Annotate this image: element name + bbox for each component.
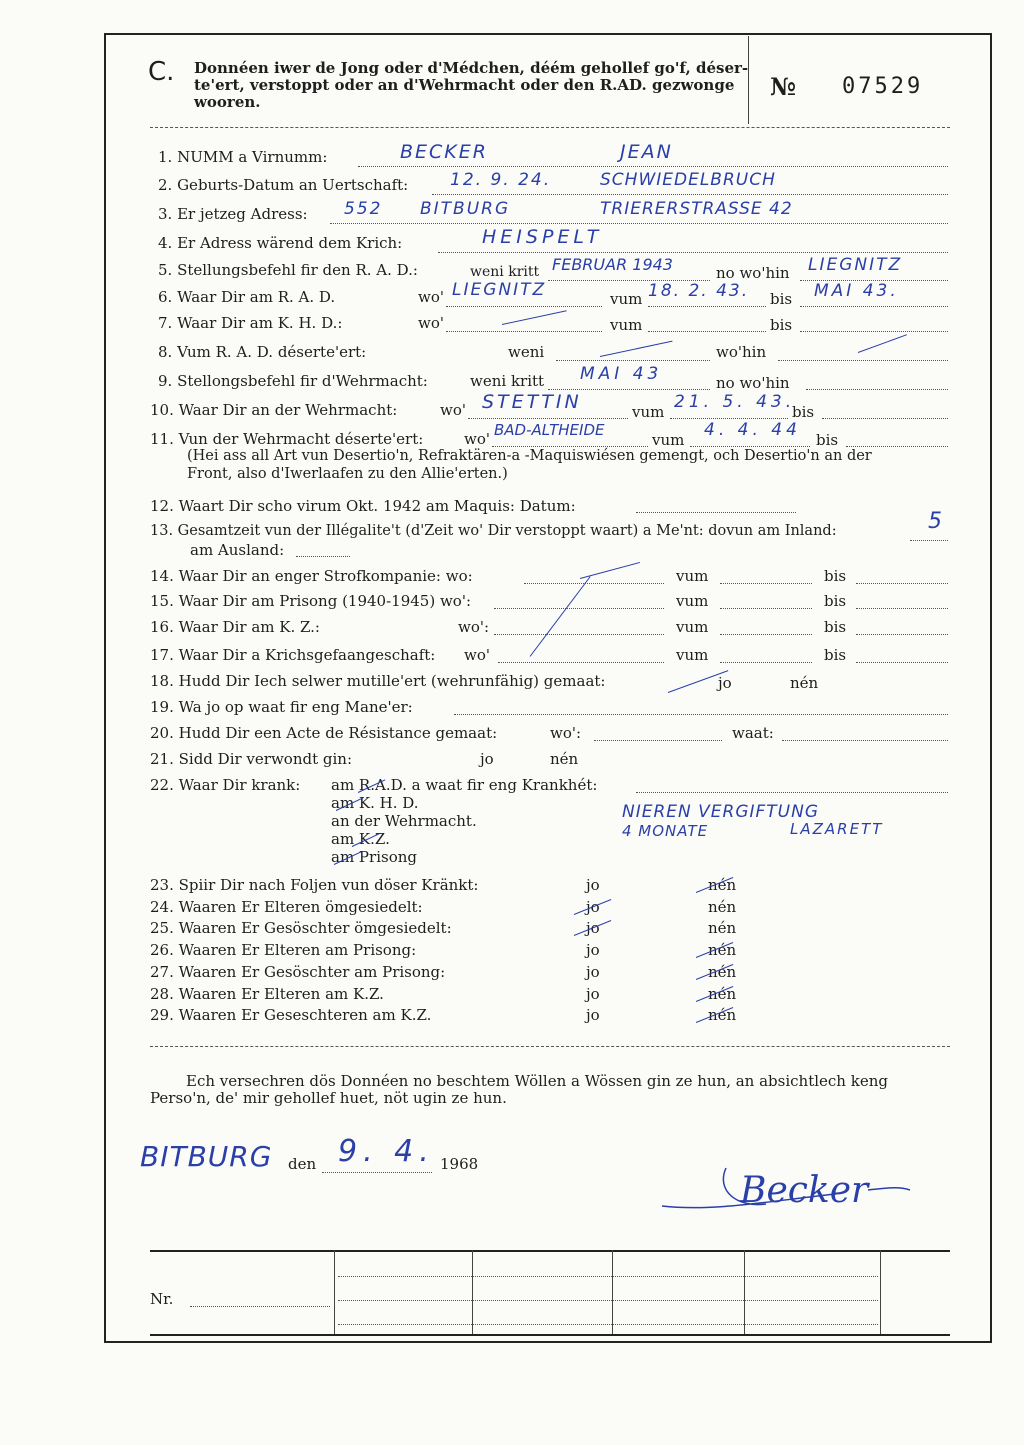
q25-jo: jo: [586, 919, 600, 937]
q8-weni: weni: [508, 343, 545, 361]
q22-option-prisong: am Prisong: [331, 848, 417, 866]
q6-bis: bis: [770, 290, 793, 308]
q8-label: 8. Vum R. A. D. déserte'ert:: [158, 343, 367, 361]
signature-year: 1968: [440, 1155, 479, 1173]
q17-line-a: [498, 662, 664, 663]
q11-wo: wo': [464, 430, 490, 448]
footer-col-1: [334, 1250, 335, 1334]
q26-label: 26. Waaren Er Elteren am Prisong:: [150, 941, 417, 959]
q23-nen: nén: [708, 876, 737, 894]
q20-line-a: [594, 740, 722, 741]
q14-vum: vum: [676, 567, 709, 585]
q11-line-c: [846, 446, 948, 447]
q17-wo: wo': [464, 646, 490, 664]
q6-from: 18. 2. 43.: [648, 281, 750, 301]
q18-jo: jo: [718, 674, 732, 692]
q10-from: 21. 5. 43.: [674, 392, 796, 412]
q22-option-rad: am R.A.D. a waat fir eng Krankhét:: [331, 776, 598, 794]
q15-vum: vum: [676, 592, 709, 610]
q15-label: 15. Waar Dir am Prisong (1940-1945) wo':: [150, 592, 472, 610]
q11-bis: bis: [816, 431, 839, 449]
q16-label: 16. Waar Dir am K. Z.:: [150, 618, 320, 636]
q22-duration: 4 MONATE: [622, 822, 709, 840]
q10-wo: wo': [440, 401, 466, 419]
q6-line-a: [446, 306, 602, 307]
q4-value: HEISPELT: [482, 226, 603, 248]
q14-bis: bis: [824, 567, 847, 585]
footer-nr-label: Nr.: [150, 1290, 174, 1308]
q8-line-b: [778, 360, 948, 361]
q12-line: [636, 512, 796, 513]
q27-nen: nén: [708, 963, 737, 981]
q15-line-b: [720, 608, 812, 609]
footer-row-line-3: [338, 1324, 878, 1325]
q1-line: [358, 166, 948, 167]
q6-place: LIEGNITZ: [452, 280, 547, 300]
q15-line-a: [494, 608, 664, 609]
signature-place: BITBURG: [140, 1140, 273, 1173]
q6-vum: vum: [610, 290, 643, 308]
q14-line-a: [524, 583, 664, 584]
q1-name: BECKER: [400, 141, 488, 163]
q9-nowohin: no wo'hin: [716, 374, 790, 392]
q10-vum: vum: [632, 403, 665, 421]
q2-label: 2. Geburts-Datum an Uertschaft:: [158, 176, 409, 194]
q12-label: 12. Waart Dir scho virum Okt. 1942 am Maquis: Datum:: [150, 497, 576, 515]
q4-line: [438, 252, 948, 253]
q17-bis: bis: [824, 646, 847, 664]
q13-ausland-line: [296, 556, 350, 557]
q24-jo: jo: [586, 898, 600, 916]
q29-label: 29. Waaren Er Geseschteren am K.Z.: [150, 1006, 432, 1024]
q16-line-b: [720, 634, 812, 635]
q6-to: MAI 43.: [814, 281, 899, 301]
q14-label: 14. Waar Dir an enger Strofkompanie: wo:: [150, 567, 473, 585]
q5-place: LIEGNITZ: [808, 255, 903, 275]
signature-stroke: [656, 1150, 916, 1220]
q20-label: 20. Hudd Dir een Acte de Résistance gemaat:: [150, 724, 498, 742]
declaration-line-2: Perso'n, de' mir gehollef huet, nöt ugin ze hun.: [150, 1089, 507, 1107]
q20-wo: wo':: [550, 724, 582, 742]
q27-label: 27. Waaren Er Gesöschter am Prisong:: [150, 963, 446, 981]
q26-jo: jo: [586, 941, 600, 959]
q9-line-b: [806, 389, 948, 390]
q1-firstname: JEAN: [620, 141, 673, 163]
q24-nen: nén: [708, 898, 737, 916]
q9-label: 9. Stellongsbefehl fir d'Wehrmacht:: [158, 372, 428, 390]
q10-bis: bis: [792, 403, 815, 421]
q26-nen: nén: [708, 941, 737, 959]
q7-vum: vum: [610, 316, 643, 334]
q5-weni: weni kritt: [470, 264, 540, 280]
q18-label: 18. Hudd Dir Iech selwer mutille'ert (wehrunfähig) gemaat:: [150, 672, 606, 690]
q11-label: 11. Vun der Wehrmacht déserte'ert:: [150, 430, 424, 448]
header-line-1: Donnéen iwer de Jong oder d'Médchen, déém gehollef go'f, déser-: [194, 59, 749, 77]
q15-bis: bis: [824, 592, 847, 610]
q13-line: [910, 540, 948, 541]
footer-row-line-2: [338, 1300, 878, 1301]
header-divider: [748, 36, 749, 124]
q11-note-2: Front, also d'Iwerlaafen zu den Allie'erten.): [187, 466, 508, 482]
footer-nr-line: [190, 1306, 330, 1307]
q22-illness: NIEREN VERGIFTUNG: [622, 802, 820, 822]
q6-line-c: [800, 306, 948, 307]
q9-line-a: [548, 389, 710, 390]
footer-col-2: [472, 1250, 473, 1334]
q23-label: 23. Spiir Dir nach Foljen vun döser Kränkt:: [150, 876, 479, 894]
q22-label: 22. Waar Dir krank:: [150, 776, 301, 794]
q21-label: 21. Sidd Dir verwondt gin:: [150, 750, 352, 768]
q2-line: [432, 194, 948, 195]
q16-bis: bis: [824, 618, 847, 636]
q22-where: LAZARETT: [790, 820, 884, 838]
q19-label: 19. Wa jo op waat fir eng Mane'er:: [150, 698, 413, 716]
q11-note-1: (Hei ass all Art vun Desertio'n, Refraktären-a -Maquiswiésen gemengt, och Desertio'n an der: [187, 448, 872, 464]
q28-jo: jo: [586, 985, 600, 1003]
q10-line-a: [468, 418, 628, 419]
q23-jo: jo: [586, 876, 600, 894]
q11-from: 4. 4. 44: [704, 420, 801, 440]
q9-date: MAI 43: [580, 364, 663, 384]
q16-line-a: [494, 634, 664, 635]
q7-line-b: [648, 331, 766, 332]
q17-label: 17. Waar Dir a Krichsgefaangeschaft:: [150, 646, 436, 664]
q16-wo: wo':: [458, 618, 490, 636]
q22-option-wehrmacht: an der Wehrmacht.: [331, 812, 477, 830]
q22-option-kz: am K.Z.: [331, 830, 390, 848]
q10-line-c: [822, 418, 948, 419]
footer-rule-top: [150, 1250, 950, 1252]
q3-city: BITBURG: [420, 199, 511, 219]
q22-option-khd: am K. H. D.: [331, 794, 419, 812]
q7-label: 7. Waar Dir am K. H. D.:: [158, 314, 343, 332]
q10-line-b: [670, 418, 788, 419]
q7-wo: wo': [418, 314, 444, 332]
q5-nowohin: no wo'hin: [716, 264, 790, 282]
q7-line-a: [446, 331, 602, 332]
q2-date: 12. 9. 24.: [450, 170, 552, 190]
q21-jo: jo: [480, 750, 494, 768]
q11-place: BAD-ALTHEIDE: [494, 421, 605, 439]
q10-label: 10. Waar Dir an der Wehrmacht:: [150, 401, 398, 419]
q13-ausland: am Ausland:: [190, 541, 285, 559]
q18-nen: nén: [790, 674, 819, 692]
q16-vum: vum: [676, 618, 709, 636]
q7-line-c: [800, 331, 948, 332]
number-symbol: №: [770, 72, 797, 101]
q29-nen: nén: [708, 1006, 737, 1024]
q13-inland: 5: [928, 509, 944, 534]
header-line-2: te'ert, verstoppt oder an d'Wehrmacht oder den R.AD. gezwonge: [194, 76, 735, 94]
q25-nen: nén: [708, 919, 737, 937]
q7-bis: bis: [770, 316, 793, 334]
q8-wohin: wo'hin: [716, 343, 767, 361]
q21-nen: nén: [550, 750, 579, 768]
q3-street: TRIERERSTRASSE 42: [600, 199, 793, 219]
form-number: 07529: [842, 74, 924, 99]
header-line-3: wooren.: [194, 93, 261, 111]
q28-nen: nén: [708, 985, 737, 1003]
q6-wo: wo': [418, 288, 444, 306]
q22-line: [636, 792, 948, 793]
q10-place: STETTIN: [482, 391, 582, 413]
q29-jo: jo: [586, 1006, 600, 1024]
signature-den: den: [288, 1155, 317, 1173]
footer-col-3: [612, 1250, 613, 1334]
q25-label: 25. Waaren Er Gesöschter ömgesiedelt:: [150, 919, 452, 937]
declaration-rule: [150, 1046, 950, 1047]
q24-label: 24. Waaren Er Elteren ömgesiedelt:: [150, 898, 423, 916]
footer-rule-bottom: [150, 1334, 950, 1336]
signature-date: 9. 4.: [338, 1134, 435, 1169]
q15-line-c: [856, 608, 948, 609]
signature: Becker: [740, 1170, 869, 1211]
q27-jo: jo: [586, 963, 600, 981]
q3-line: [330, 223, 948, 224]
q20-waat: waat:: [732, 724, 774, 742]
q8-line-a: [556, 360, 710, 361]
q17-line-b: [720, 662, 812, 663]
q28-label: 28. Waaren Er Elteren am K.Z.: [150, 985, 384, 1003]
header-rule: [150, 127, 950, 128]
signature-date-line: [322, 1172, 432, 1173]
declaration-line-1: Ech versechren dös Donnéen no beschtem Wöllen a Wössen gin ze hun, an absichtlech keng: [186, 1072, 888, 1090]
footer-row-line-1: [338, 1276, 878, 1277]
q3-code: 552: [344, 199, 383, 219]
q14-line-c: [856, 583, 948, 584]
q11-line-a: [492, 446, 648, 447]
q13-label: 13. Gesamtzeit vun der Illégalite't (d'Zeit wo' Dir verstoppt waart) a Me'nt: dovun am Inland:: [150, 523, 837, 539]
q11-vum: vum: [652, 431, 685, 449]
q3-label: 3. Er jetzeg Adress:: [158, 205, 308, 223]
q6-line-b: [648, 306, 766, 307]
q20-line-b: [782, 740, 948, 741]
q4-label: 4. Er Adress wärend dem Krich:: [158, 234, 403, 252]
footer-col-4: [744, 1250, 745, 1334]
q19-line: [454, 714, 948, 715]
q11-line-b: [690, 446, 810, 447]
footer-col-5: [880, 1250, 881, 1334]
q5-label: 5. Stellungsbefehl fir den R. A. D.:: [158, 261, 418, 279]
q17-line-c: [856, 662, 948, 663]
q6-label: 6. Waar Dir am R. A. D.: [158, 288, 336, 306]
q9-weni: weni kritt: [470, 372, 545, 390]
q2-place: SCHWIEDELBRUCH: [600, 170, 776, 190]
q17-vum: vum: [676, 646, 709, 664]
q5-date: FEBRUAR 1943: [552, 255, 673, 274]
q16-line-c: [856, 634, 948, 635]
section-letter: C.: [148, 57, 175, 87]
q1-label: 1. NUMM a Virnumm:: [158, 148, 328, 166]
q14-line-b: [720, 583, 812, 584]
